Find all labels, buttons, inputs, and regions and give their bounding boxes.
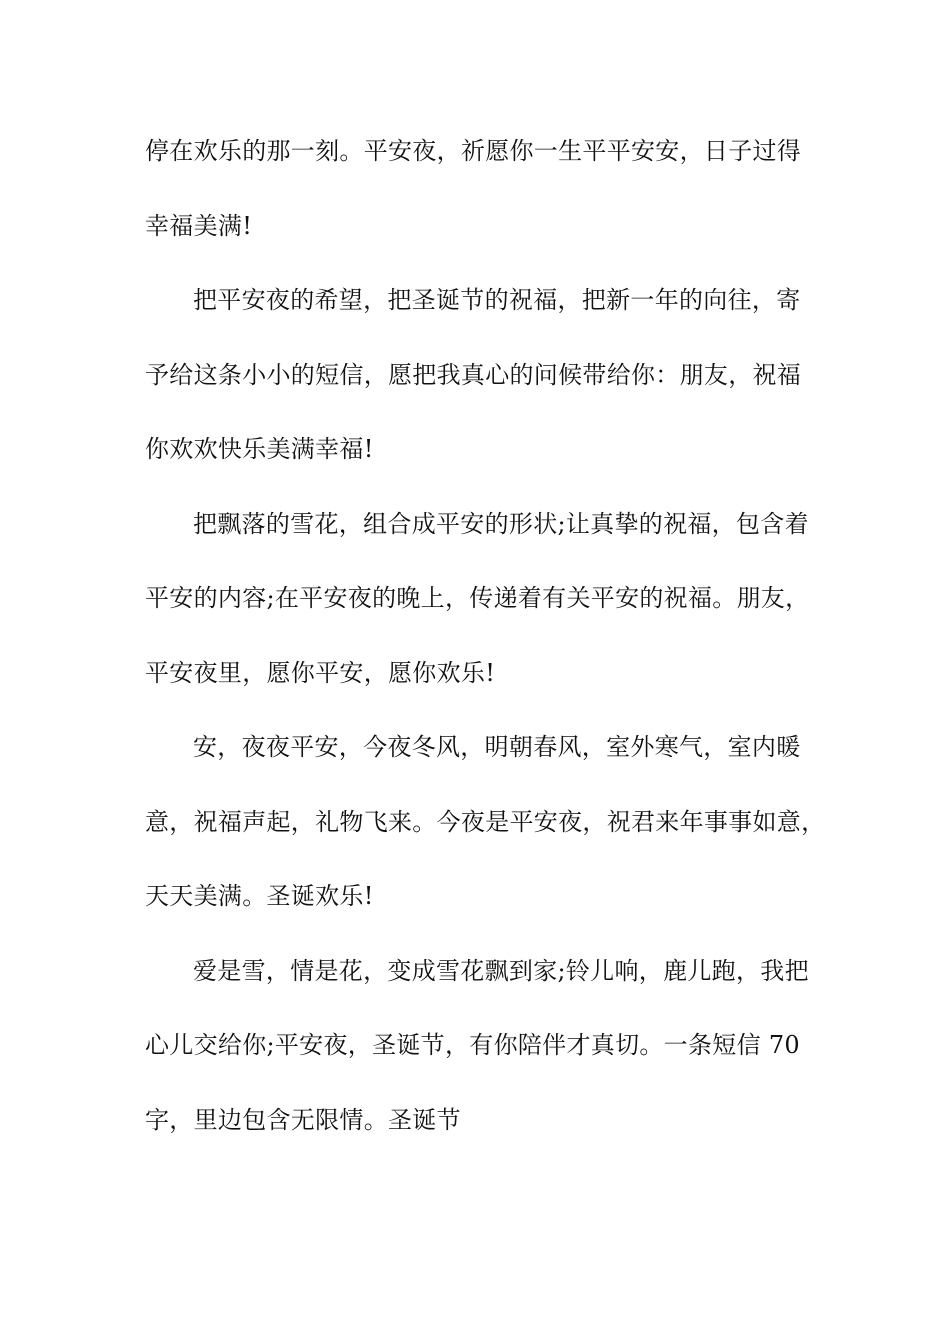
text-line: 天天美满。圣诞欢乐! <box>145 882 374 910</box>
text-line: 心儿交给你;平安夜，圣诞节，有你陪伴才真切。一条短信 70 <box>145 1031 800 1059</box>
text-line: 平安的内容;在平安夜的晚上，传递着有关平安的祝福。朋友， <box>145 584 810 612</box>
document-body-text <box>145 114 826 1157</box>
paragraph-first-line: 把飘落的雪花，组合成平安的形状;让真挚的祝福，包含着 <box>193 509 809 538</box>
paragraph-first-line: 爱是雪，情是花，变成雪花飘到家;铃儿响，鹿儿跑，我把 <box>193 956 809 985</box>
paragraph-first-line: 安，夜夜平安，今夜冬风，明朝春风，室外寒气，室内暖 <box>193 733 801 761</box>
paragraph-first-line: 把平安夜的希望，把圣诞节的祝福，把新一年的向往，寄 <box>193 286 801 314</box>
text-line: 幸福美满! <box>145 211 253 240</box>
text-line: 意，祝福声起，礼物飞来。今夜是平安夜，祝君来年事事如意， <box>145 807 826 836</box>
text-line: 字，里边包含无限情。圣诞节 <box>145 1105 461 1134</box>
text-line: 停在欢乐的那一刻。平安夜，祈愿你一生平平安安，日子过得 <box>145 137 802 165</box>
text-line: 予给这条小小的短信，愿把我真心的问候带给你：朋友，祝福 <box>145 360 802 389</box>
text-line: 你欢欢快乐美满幸福! <box>145 435 374 463</box>
text-line: 平安夜里，愿你平安，愿你欢乐! <box>145 658 496 687</box>
